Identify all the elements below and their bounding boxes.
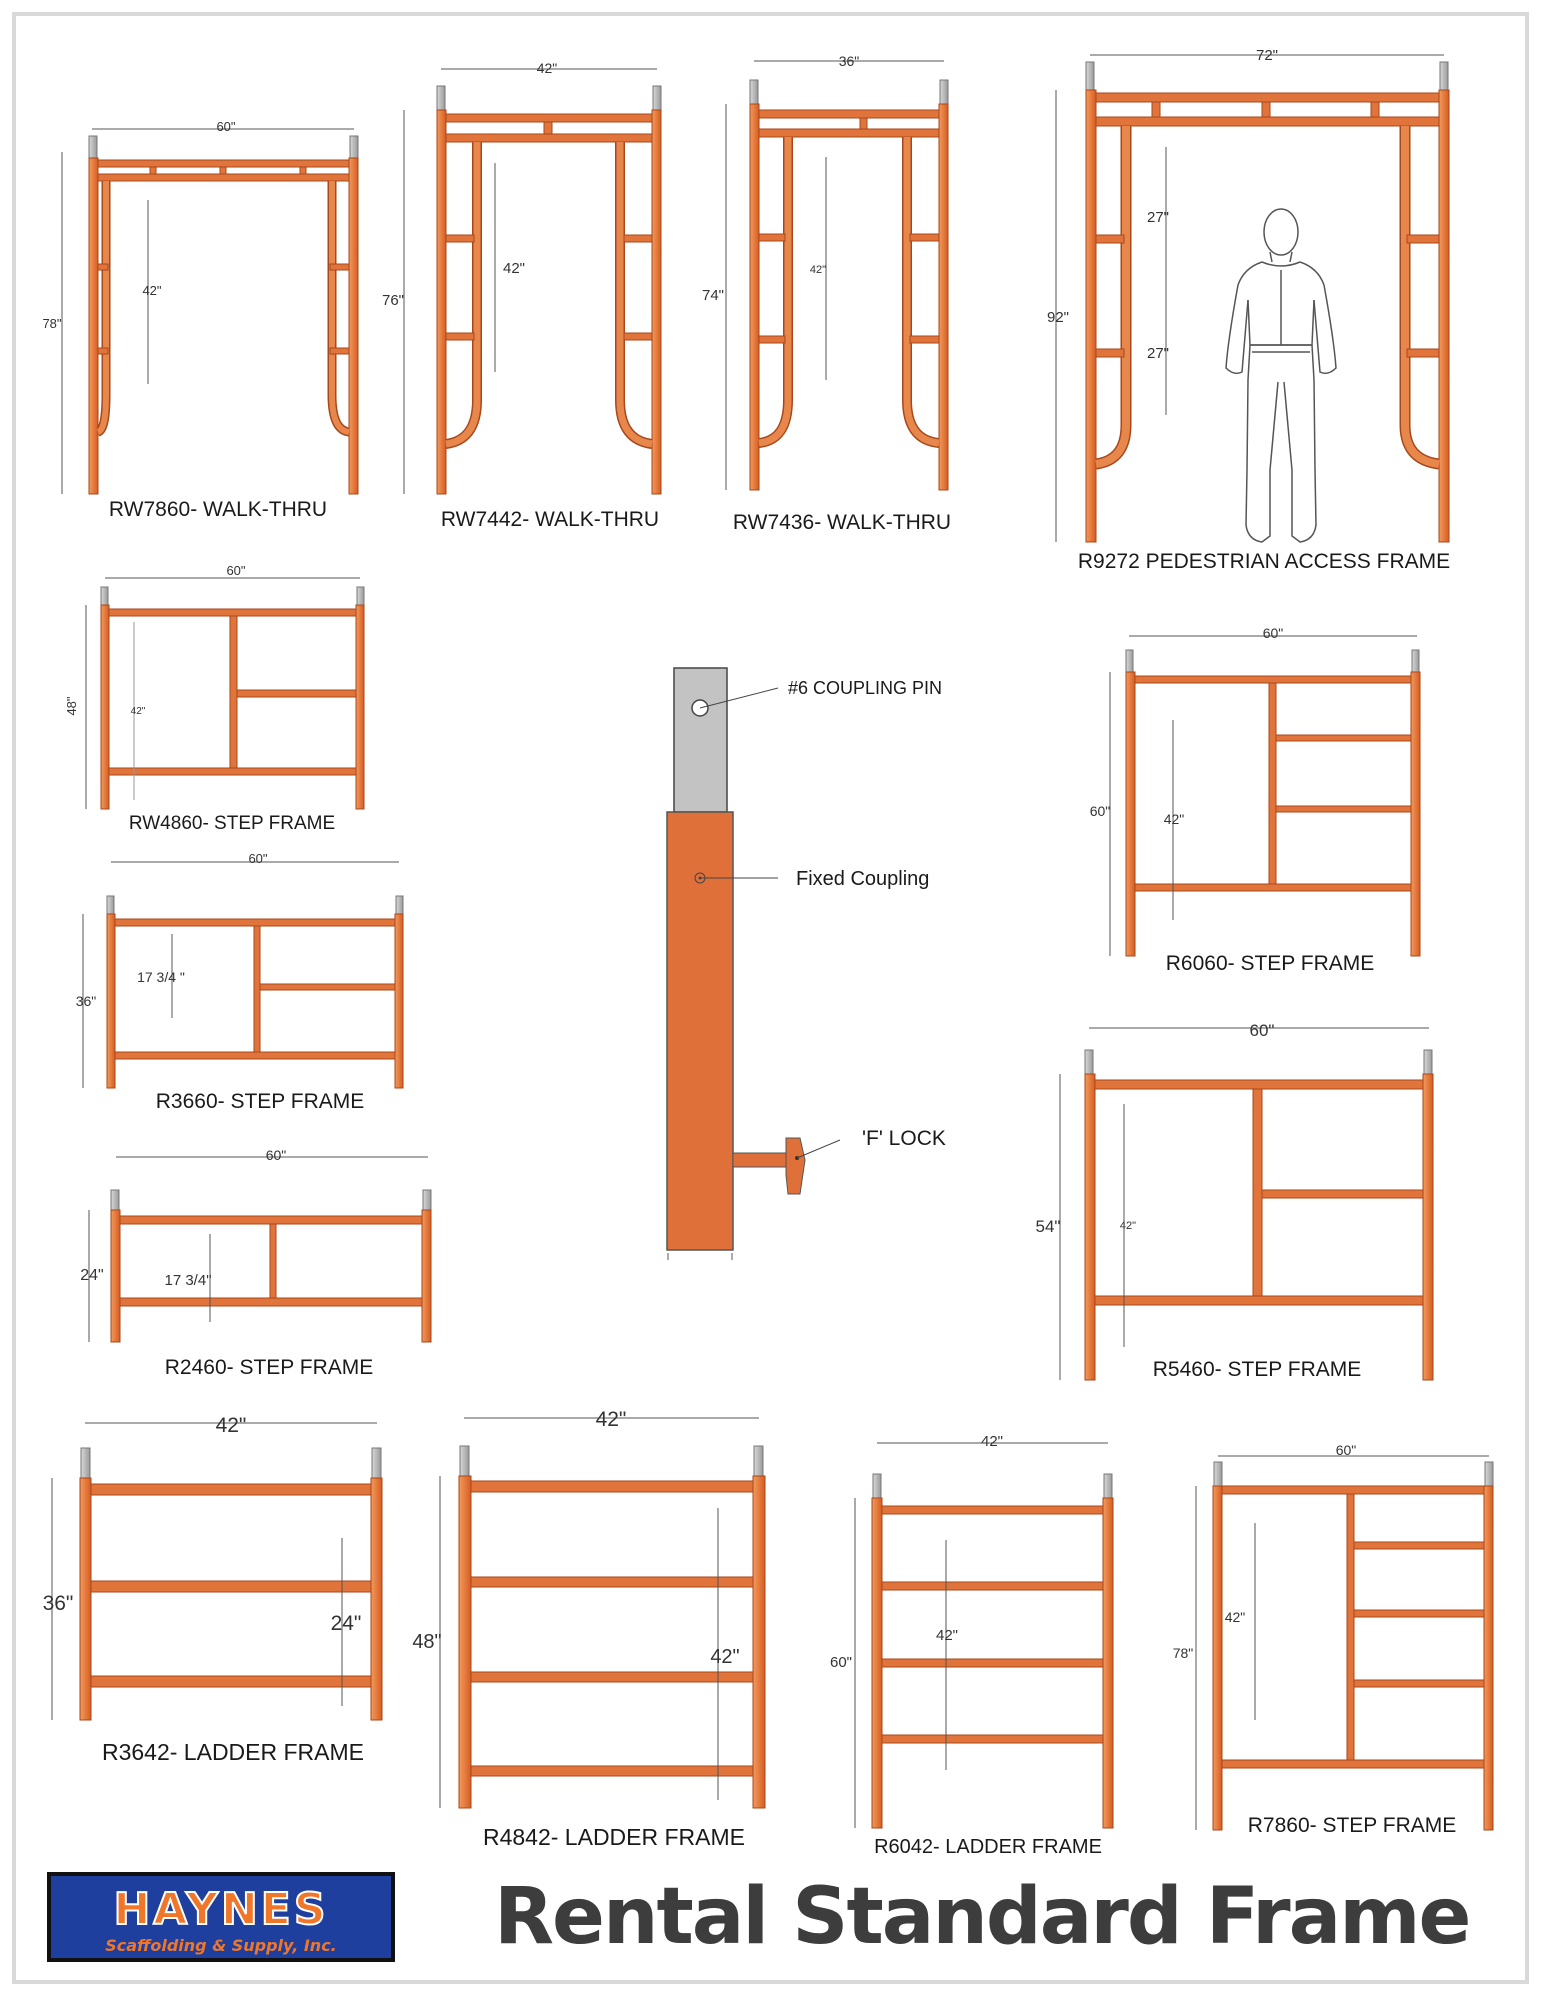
rw7442-height: 76"	[381, 292, 405, 309]
coupling-detail	[667, 668, 946, 1260]
r7860-height: 78"	[1172, 1645, 1194, 1661]
r6042-width: 42"	[980, 1433, 1004, 1450]
logo-subtitle: Scaffolding & Supply, Inc.	[105, 1936, 337, 1955]
rw7442-width: 42"	[536, 60, 558, 76]
r6060-inner: 42"	[1163, 811, 1185, 827]
person-silhouette	[1226, 209, 1336, 542]
r3642-width: 42"	[215, 1414, 247, 1437]
logo-brand: HAYNES	[113, 1884, 329, 1935]
r2460-caption: R2460- STEP FRAME	[164, 1356, 374, 1379]
r6060-caption: R6060- STEP FRAME	[1165, 952, 1375, 975]
frame-r3660	[76, 851, 403, 1113]
rw7442-caption: RW7442- WALK-THRU	[440, 508, 660, 531]
r4842-inner: 42"	[710, 1646, 740, 1668]
r6060-width: 60"	[1262, 625, 1284, 641]
r6042-height: 60"	[829, 1654, 853, 1671]
rw7860-height: 78"	[42, 316, 62, 331]
r7860-caption: R7860- STEP FRAME	[1247, 1814, 1457, 1837]
frame-r2460	[80, 1147, 431, 1379]
r2460-width: 60"	[265, 1147, 287, 1163]
r6042-caption: R6042- LADDER FRAME	[874, 1836, 1102, 1858]
r3642-caption: R3642- LADDER FRAME	[101, 1739, 365, 1765]
frame-r4842	[412, 1408, 765, 1850]
rw7860-caption: RW7860- WALK-THRU	[108, 498, 328, 521]
rw7860-inner: 42"	[142, 283, 162, 298]
r9272-height: 92"	[1046, 309, 1070, 326]
frame-rw7442	[382, 60, 661, 531]
r9272-inner-a: 27"	[1146, 209, 1170, 226]
r9272-width: 72"	[1255, 47, 1279, 64]
frame-r6060	[1090, 625, 1420, 975]
r3660-caption: R3660- STEP FRAME	[155, 1090, 365, 1113]
page-title: Rental Standard Frame	[494, 1872, 1470, 1962]
r5460-caption: R5460- STEP FRAME	[1152, 1358, 1362, 1381]
rw7436-inner: 42"	[809, 264, 827, 276]
frame-rw7860	[42, 119, 358, 521]
r9272-caption: R9272 PEDESTRIAN ACCESS FRAME	[1077, 550, 1451, 573]
rw7436-width: 36"	[838, 53, 860, 69]
r2460-inner: 17 3/4"	[164, 1272, 212, 1289]
coupling-pin-label: #6 COUPLING PIN	[788, 678, 943, 698]
rw7436-height: 74"	[701, 287, 725, 304]
r6042-inner: 42"	[935, 1627, 959, 1644]
rw4860-width: 60"	[226, 563, 246, 578]
frame-r7860	[1173, 1442, 1493, 1837]
r2460-height: 24"	[80, 1267, 104, 1284]
r3660-inner: 17 3/4 "	[137, 969, 185, 985]
frame-r6042	[830, 1433, 1113, 1858]
r3642-inner: 24"	[330, 1612, 362, 1635]
r3660-width: 60"	[248, 851, 268, 866]
r4842-caption: R4842- LADDER FRAME	[482, 1824, 746, 1850]
r4842-width: 42"	[595, 1408, 627, 1431]
rw4860-inner: 42"	[130, 706, 146, 717]
rw7436-caption: RW7436- WALK-THRU	[732, 511, 952, 534]
frame-rw4860	[64, 563, 364, 834]
r6060-height: 60"	[1089, 803, 1111, 819]
frame-r9272	[1047, 47, 1450, 573]
r5460-inner: 42"	[1119, 1220, 1137, 1232]
r7860-width: 60"	[1335, 1442, 1357, 1458]
r5460-height: 54"	[1035, 1217, 1061, 1236]
r7860-inner: 42"	[1224, 1609, 1246, 1625]
frame-rw7436	[702, 53, 951, 534]
r3642-height: 36"	[42, 1592, 74, 1615]
r5460-width: 60"	[1249, 1021, 1275, 1040]
r4842-height: 48"	[412, 1631, 442, 1653]
rw7860-width: 60"	[216, 119, 236, 134]
r3660-height: 36"	[75, 993, 97, 1009]
frame-r5460	[1036, 1021, 1433, 1381]
fixed-coupling-label: Fixed Coupling	[796, 868, 930, 890]
rw7442-inner: 42"	[502, 260, 526, 277]
rw4860-height: 48"	[64, 696, 79, 716]
haynes-logo	[47, 1872, 395, 1962]
f-lock-label: 'F' LOCK	[862, 1127, 946, 1150]
rw4860-caption: RW4860- STEP FRAME	[128, 813, 336, 834]
r9272-inner-b: 27"	[1146, 345, 1170, 362]
frame-r3642	[43, 1414, 382, 1765]
